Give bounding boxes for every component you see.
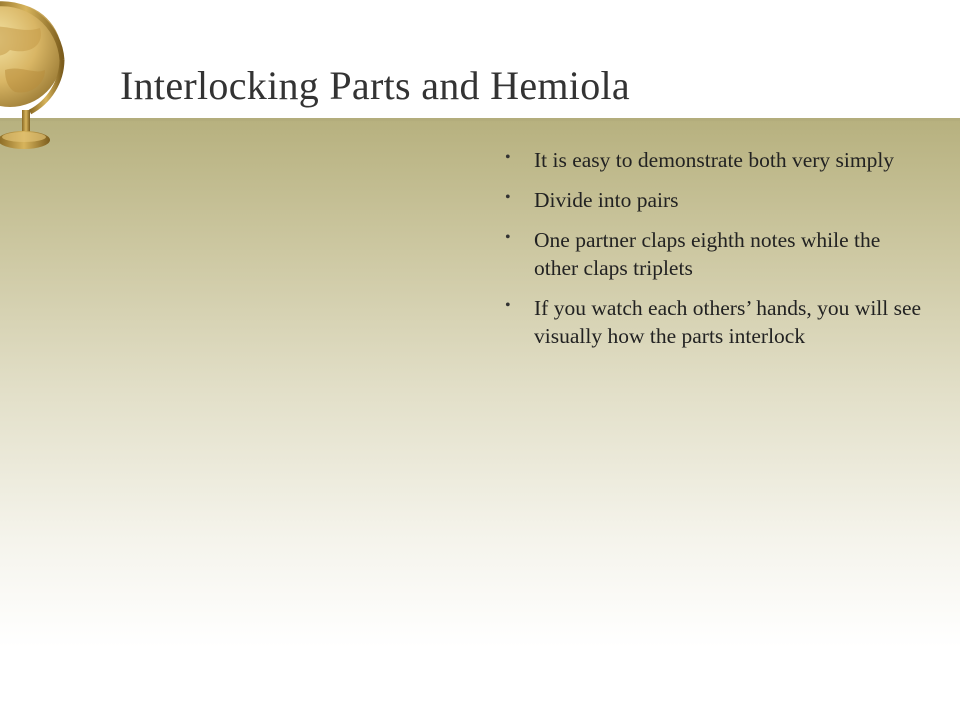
bullet-text: One partner claps eighth notes while the other claps triplets xyxy=(534,228,881,280)
list-item xyxy=(505,294,925,350)
bullet-text: If you watch each others’ hands, you will see visually how the parts interlock xyxy=(534,296,922,348)
title-divider xyxy=(0,118,960,121)
slide-title: Interlocking Parts and Hemiola xyxy=(120,63,630,108)
bullet-marker: • xyxy=(505,297,511,314)
bullet-marker: • xyxy=(505,229,511,246)
bullet-text: Divide into pairs xyxy=(534,188,679,212)
bullet-text: It is easy to demonstrate both very simply xyxy=(534,148,895,172)
bullet-marker: • xyxy=(505,149,511,166)
bullet-marker: • xyxy=(505,189,511,206)
list-item xyxy=(505,186,925,214)
globe-icon xyxy=(0,0,80,160)
list-item xyxy=(505,226,925,282)
list-item xyxy=(505,146,925,174)
bullet-list xyxy=(505,146,925,362)
